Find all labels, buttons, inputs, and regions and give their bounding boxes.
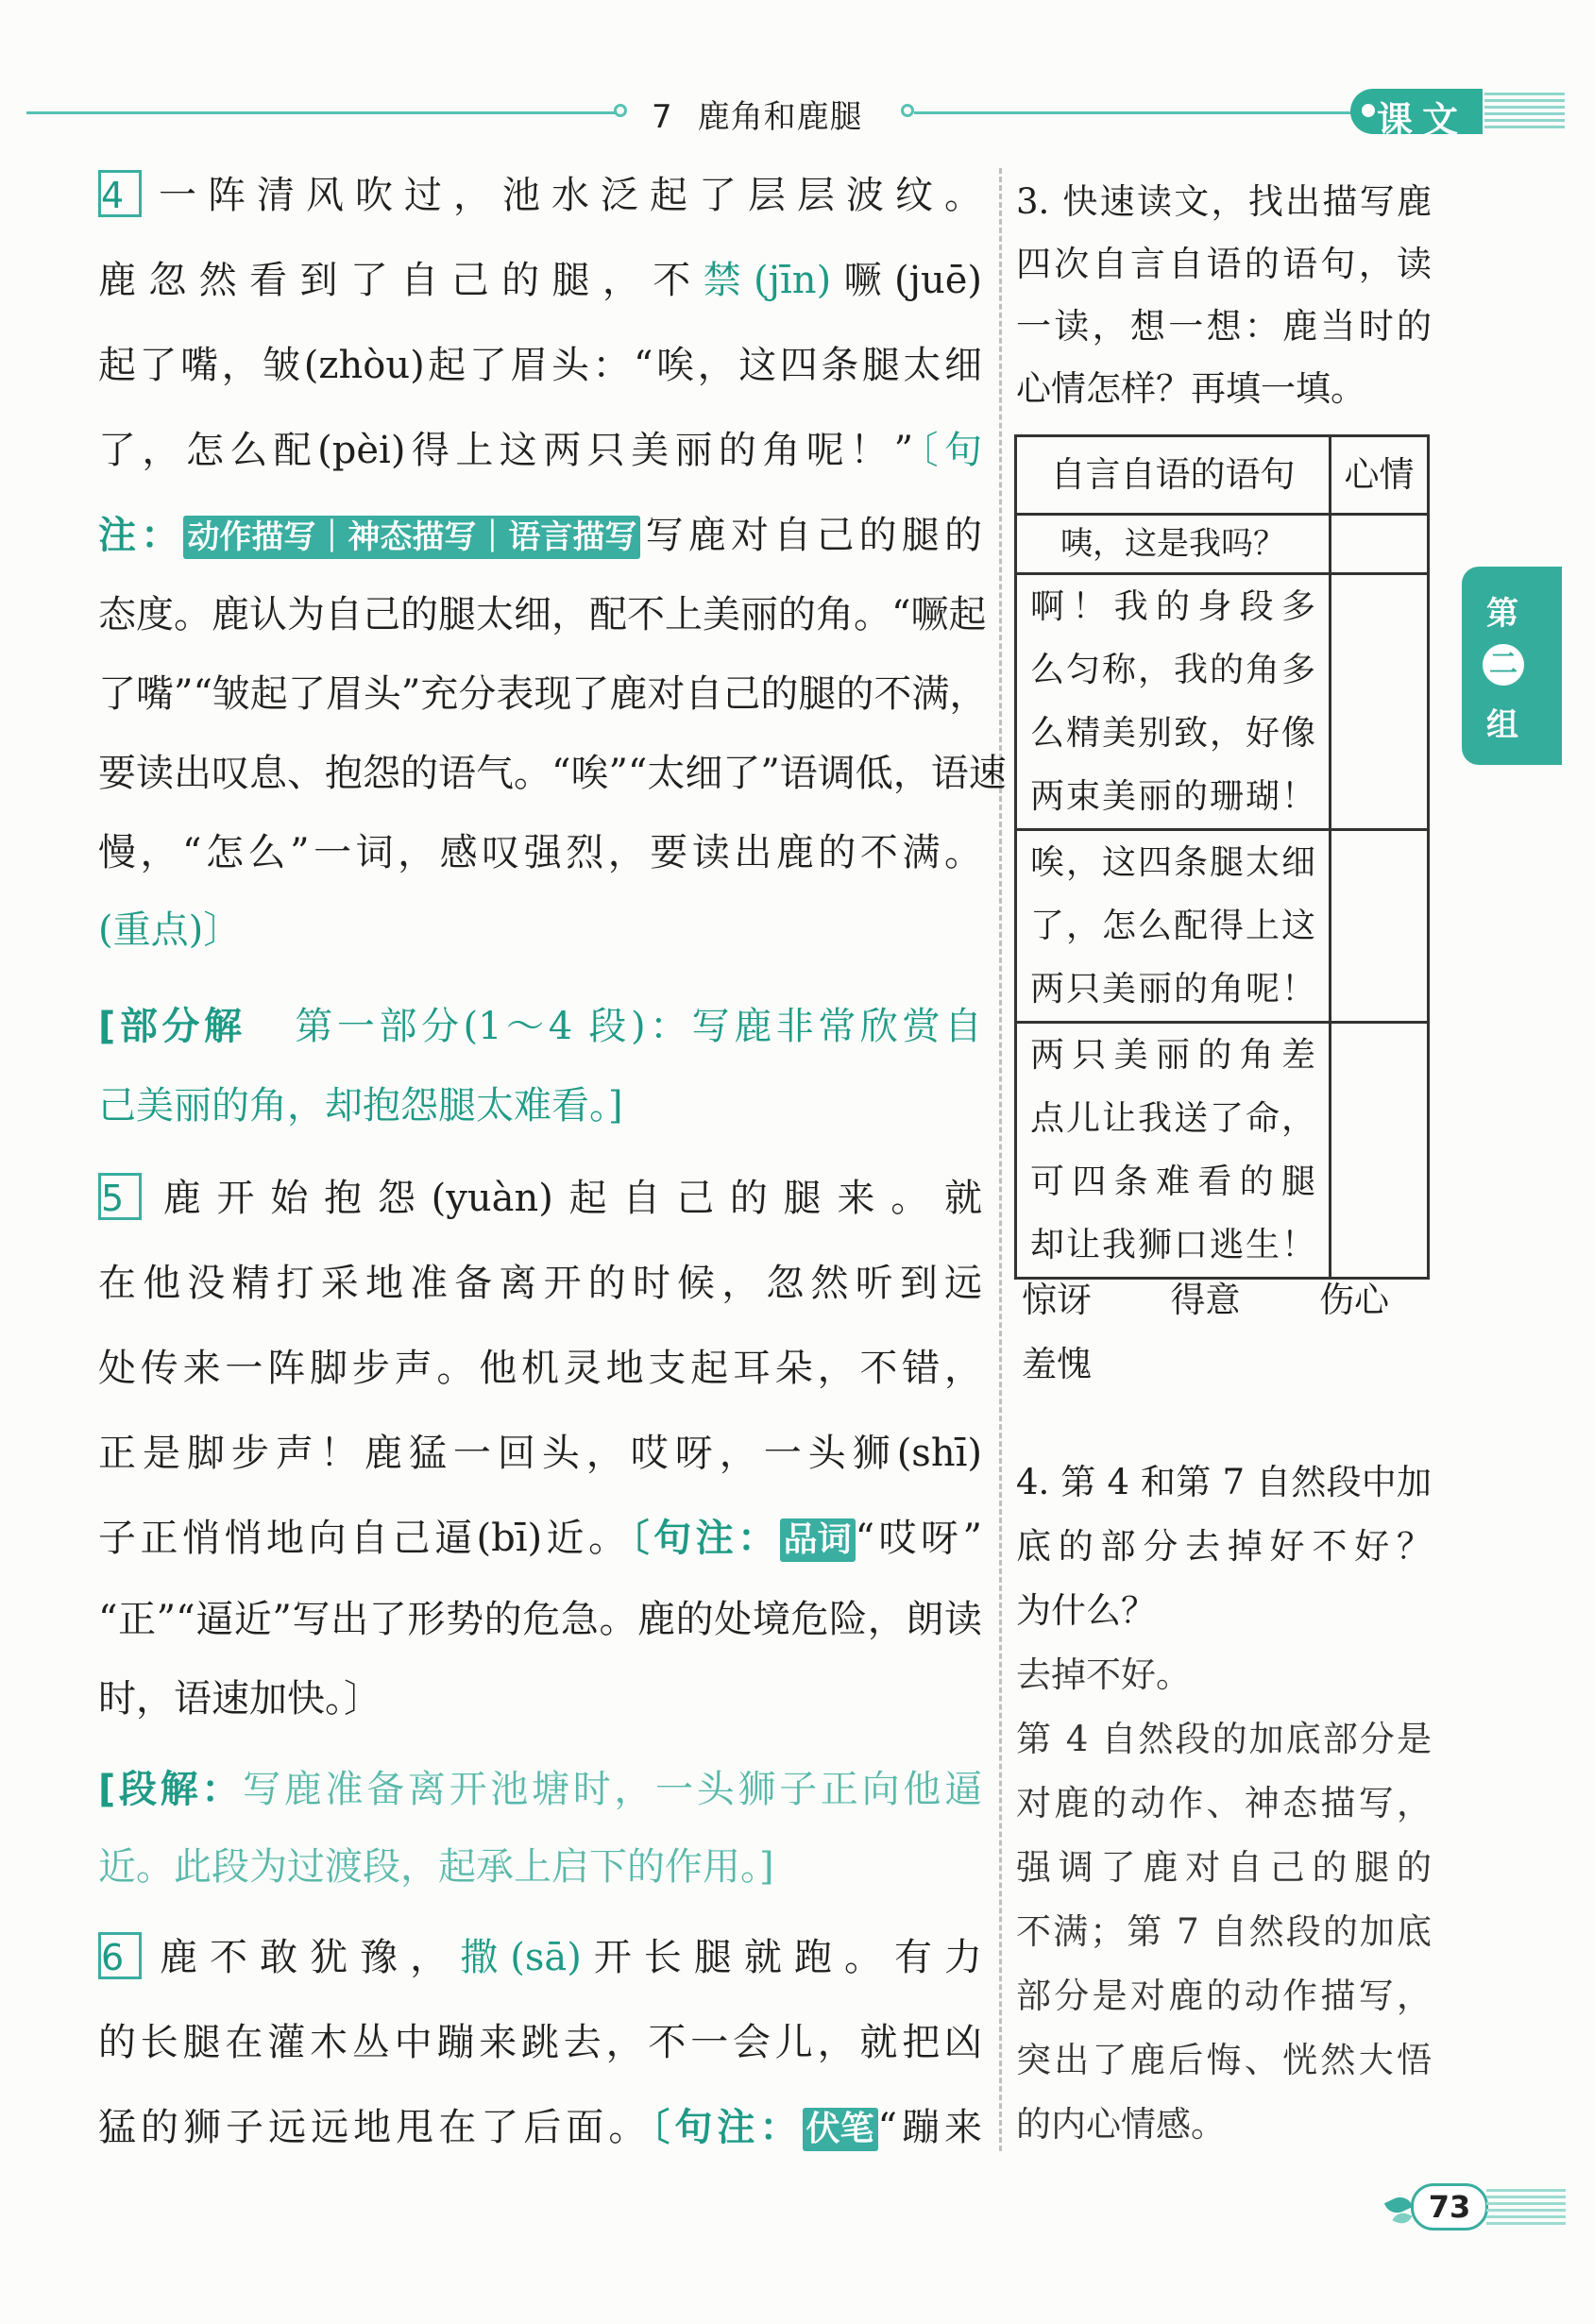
p5-line-1 [98,1165,982,1231]
segment-analysis-line-1 [98,1756,982,1823]
segment-analysis-line-2: 近。此段为过渡段，起承上启下的作用。] [98,1845,774,1889]
p4-text: 噘(juē) [831,259,983,302]
technique-tag: 品词 [780,1518,856,1562]
p4-line-3: 起了嘴，皱(zhòu)起了眉头：“唉，这四条腿太细 [98,344,982,387]
table-row [1016,574,1429,830]
p6-line-3 [98,2095,982,2161]
answer-line-8: 的内心情感。 [1016,2104,1226,2145]
lesson-title-text: 鹿角和鹿腿 [697,98,863,136]
header-dot-right [901,104,914,117]
quote-line: 点儿让我送了命， [1030,1099,1315,1138]
glossed-word: 撒(sā) [460,1936,582,1979]
q3-line-3: 一读，想一想：鹿当时的 [1016,306,1432,347]
mood-cell-1[interactable] [1331,515,1429,574]
p5-note-line-7: 时，语速加快。〕 [98,1677,382,1721]
glossed-word: 禁(jīn) [703,259,832,302]
quote-line: 却让我狮口逃生！ [1030,1226,1315,1264]
note-line-9: 慢，“怎么”一词，感叹强烈，要读出鹿的不满。 [98,831,982,874]
side-tab-label-bottom: 组 [1486,706,1518,744]
quote-line: 啊！我的身段多 [1030,587,1315,626]
p4-line-4 [98,417,982,483]
p4-text: 鹿忽然看到了自己的腿，不 [98,259,704,302]
table-row [1016,1023,1429,1279]
answer-line-5: 不满；第 7 自然段的加底 [1016,1911,1432,1952]
quote-cell-3 [1016,830,1331,1023]
header-dot-left [614,104,627,117]
quote-line: 两只美丽的角差 [1030,1036,1315,1075]
part-analysis-line-1 [98,993,982,1060]
quote-cell-2 [1016,574,1331,830]
q3-line-4: 心情怎样？再填一填。 [1016,368,1365,409]
part-analysis-label: [部分解 [98,1005,246,1048]
answer-line-4: 强调了鹿对自己的腿的 [1016,1847,1432,1888]
p6-text: 鹿不敢犹豫， [147,1936,461,1979]
note-text: “哎呀” [855,1517,983,1560]
p4-line-1 [98,162,982,229]
p6-text: 开长腿就跑。有力 [581,1936,983,1979]
p4-text: 一阵清风吹过，池水泛起了层层波纹。 [147,174,982,217]
badge-dot [1362,104,1375,117]
self-talk-table [1014,434,1430,1280]
sentence-note-open: 〔句 [913,429,983,472]
answer-line-2: 第 4 自然段的加底部分是 [1016,1719,1432,1759]
p6-line-1 [98,1925,982,1991]
paragraph-number-5: 5 [98,1173,142,1220]
mood-cell-3[interactable] [1331,830,1429,1023]
lesson-number: 7 [652,98,673,136]
answer-line-7: 突出了鹿后悔、恍然大悟 [1016,2040,1432,2080]
note-label: 注： [98,514,184,557]
table-header-quote: 自言自语的语句 [1016,436,1331,515]
sentence-note-label: 〔句注： [630,1517,780,1560]
note-text: 写鹿对自己的腿的 [640,514,983,557]
section-badge-label: 课文 [1377,99,1468,141]
p5-line-5 [98,1505,982,1571]
p5-line-4: 正是脚步声！鹿猛一回头，哎呀，一头狮(shī) [98,1432,982,1475]
p5-line-2: 在他没精打采地准备离开的时候，忽然听到远 [98,1262,982,1305]
p5-line-3: 处传来一阵脚步声。他机灵地支起耳朵，不错， [98,1347,982,1390]
side-tab-label-top: 第 [1486,595,1518,633]
quote-line: 两束美丽的珊瑚！ [1030,777,1315,816]
mood-cell-4[interactable] [1331,1023,1429,1279]
q4-line-3: 为什么？ [1016,1590,1156,1631]
p4-line-2 [98,247,982,314]
column-divider [999,168,1002,2151]
note-line-8: 要读出叹息、抱怨的语气。“唉”“太细了”语调低，语速 [98,752,1007,795]
p5-note-line-6: “正”“逼近”写出了形势的危急。鹿的处境危险，朗读 [98,1598,982,1641]
p4-text: 了，怎么配(pèi)得上这两只美丽的角呢！” [98,429,914,472]
table-header-row [1016,436,1429,515]
lesson-title [652,91,863,137]
q4-line-1: 4. 第 4 和第 7 自然段中加 [1016,1462,1432,1502]
header-stripes [1484,93,1565,132]
paragraph-number-6: 6 [98,1932,142,1979]
table-row [1016,830,1429,1023]
table-row [1016,515,1429,574]
note-text: “蹦来 [877,2106,983,2149]
p5-text: 鹿开始抱怨(yuàn)起自己的腿来。就 [147,1177,982,1220]
q3-line-1: 3. 快速读文，找出描写鹿 [1016,181,1432,222]
footer-stripes [1486,2189,1566,2225]
page-number: 73 [1411,2183,1488,2231]
technique-tags: 动作描写｜神态描写｜语言描写 [183,516,640,559]
mood-options-line-2: 羞愧 [1022,1344,1092,1384]
segment-analysis-text: 写鹿准备离开池塘时，一头狮子正向他逼 [243,1768,983,1811]
part-analysis-line-2: 己美丽的角，却抱怨腿太难看。] [98,1084,623,1128]
q3-line-2: 四次自言自语的语句，读 [1016,244,1432,284]
answer-line-3: 对鹿的动作、神态描写， [1016,1783,1432,1824]
p5-text: 子正悄悄地向自己逼(bī)近。 [98,1517,631,1560]
p4-line-5 [98,502,982,568]
sentence-note-label: 〔句注： [651,2106,803,2149]
quote-line: 可四条难看的腿 [1030,1162,1315,1201]
quote-line: 两只美丽的角呢！ [1030,970,1315,1009]
answer-line-1: 去掉不好。 [1016,1654,1191,1695]
quote-line: 了，怎么配得上这 [1030,907,1315,945]
quote-line: 么匀称，我的角多 [1030,651,1315,689]
mood-cell-2[interactable] [1331,574,1429,830]
q4-line-2: 底的部分去掉好不好？ [1016,1526,1432,1567]
part-analysis-text: 第一部分(1～4 段)：写鹿非常欣赏自 [295,1005,982,1048]
header-rule-left [26,111,618,114]
quote-cell-1: 咦，这是我吗？ [1016,515,1331,574]
mood-options [1022,1268,1389,1397]
side-tab-group-number: 二 [1483,644,1524,686]
technique-tag: 伏笔 [803,2108,878,2151]
table-header-mood: 心情 [1331,436,1429,515]
note-line-7: 了嘴”“皱起了眉头”充分表现了鹿对自己的腿的不满， [98,672,988,716]
p6-line-2: 的长腿在灌木丛中蹦来跳去，不一会儿，就把凶 [98,2021,982,2064]
answer-line-6: 部分是对鹿的动作描写， [1016,1976,1432,2016]
note-line-6: 态度。鹿认为自己的腿太细，配不上美丽的角。“噘起 [98,593,987,636]
p6-text: 猛的狮子远远地甩在了后面。 [98,2106,652,2149]
mood-options-line-1: 惊讶 得意 伤心 [1022,1280,1390,1320]
note-line-10: (重点)〕 [98,908,242,952]
quote-line: 么精美别致，好像 [1030,714,1315,753]
paragraph-number-4: 4 [98,170,142,217]
quote-line: 唉，这四条腿太细 [1030,843,1315,882]
segment-analysis-label: [段解： [98,1768,244,1811]
quote-cell-4 [1016,1023,1331,1279]
header-rule-right [914,111,1352,114]
unit-side-tab [1462,567,1562,765]
